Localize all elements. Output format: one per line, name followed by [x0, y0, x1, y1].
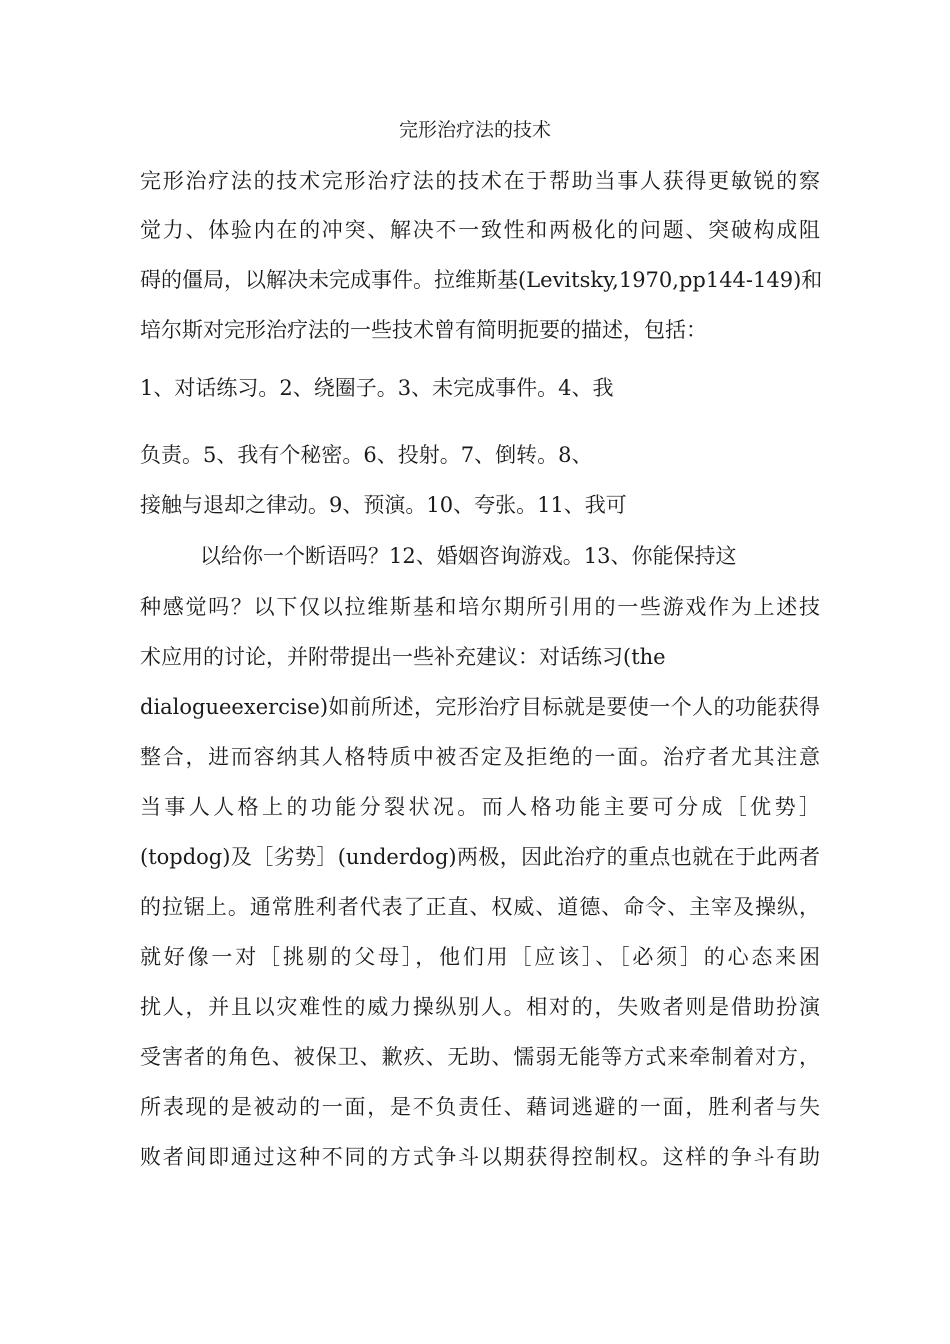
list-line: 以给你一个断语吗？12、婚姻咨询游戏。13、你能保持这: [200, 544, 737, 568]
paragraph-line: 整合，进而容纳其人格特质中被否定及拒绝的一面。治疗者尤其注意: [140, 745, 820, 769]
list-line: 1、对话练习。2、绕圈子。3、未完成事件。4、我: [140, 376, 614, 400]
paragraph-line: 就好像一对［挑剔的父母］，他们用［应该］、［必须］的心态来困: [140, 945, 820, 969]
paragraph-line: 的拉锯上。通常胜利者代表了正直、权威、道德、命令、主宰及操纵，: [140, 895, 820, 919]
paragraph-line: 败者间即通过这种不同的方式争斗以期获得控制权。这样的争斗有助: [140, 1145, 820, 1169]
paragraph-line: 受害者的角色、被保卫、歉疚、无助、懦弱无能等方式来牵制着对方，: [140, 1045, 820, 1069]
paragraph-line: 当事人人格上的功能分裂状况。而人格功能主要可分成［优势］: [140, 795, 820, 819]
paragraph-line: 种感觉吗？以下仅以拉维斯基和培尔期所引用的一些游戏作为上述技: [140, 595, 820, 619]
paragraph-line: dialogueexercise)如前所述，完形治疗目标就是要使一个人的功能获得: [140, 695, 820, 719]
paragraph-line: 碍的僵局，以解决未完成事件。拉维斯基(Levitsky,1970,pp144-149)和: [140, 268, 823, 292]
paragraph-line: 术应用的讨论，并附带提出一些补充建议：对话练习(the: [140, 645, 666, 669]
list-line: 负责。5、我有个秘密。6、投射。7、倒转。8、: [140, 443, 593, 467]
paragraph-line: 觉力、体验内在的冲突、解决不一致性和两极化的问题、突破构成阻: [140, 218, 820, 242]
list-line: 接触与退却之律动。9、预演。10、夸张。11、我可: [140, 493, 627, 517]
paragraph-line: 扰人，并且以灾难性的威力操纵别人。相对的，失败者则是借助扮演: [140, 995, 820, 1019]
paragraph-line: 完形治疗法的技术完形治疗法的技术在于帮助当事人获得更敏锐的察: [140, 169, 820, 193]
paragraph-line: 所表现的是被动的一面，是不负责任、藉词逃避的一面，胜利者与失: [140, 1095, 820, 1119]
paragraph-line: 培尔斯对完形治疗法的一些技术曾有简明扼要的描述，包括：: [140, 318, 707, 342]
document-title: 完形治疗法的技术: [398, 119, 551, 141]
paragraph-line: (topdog)及［劣势］(underdog)两极，因此治疗的重点也就在于此两者: [140, 845, 820, 869]
